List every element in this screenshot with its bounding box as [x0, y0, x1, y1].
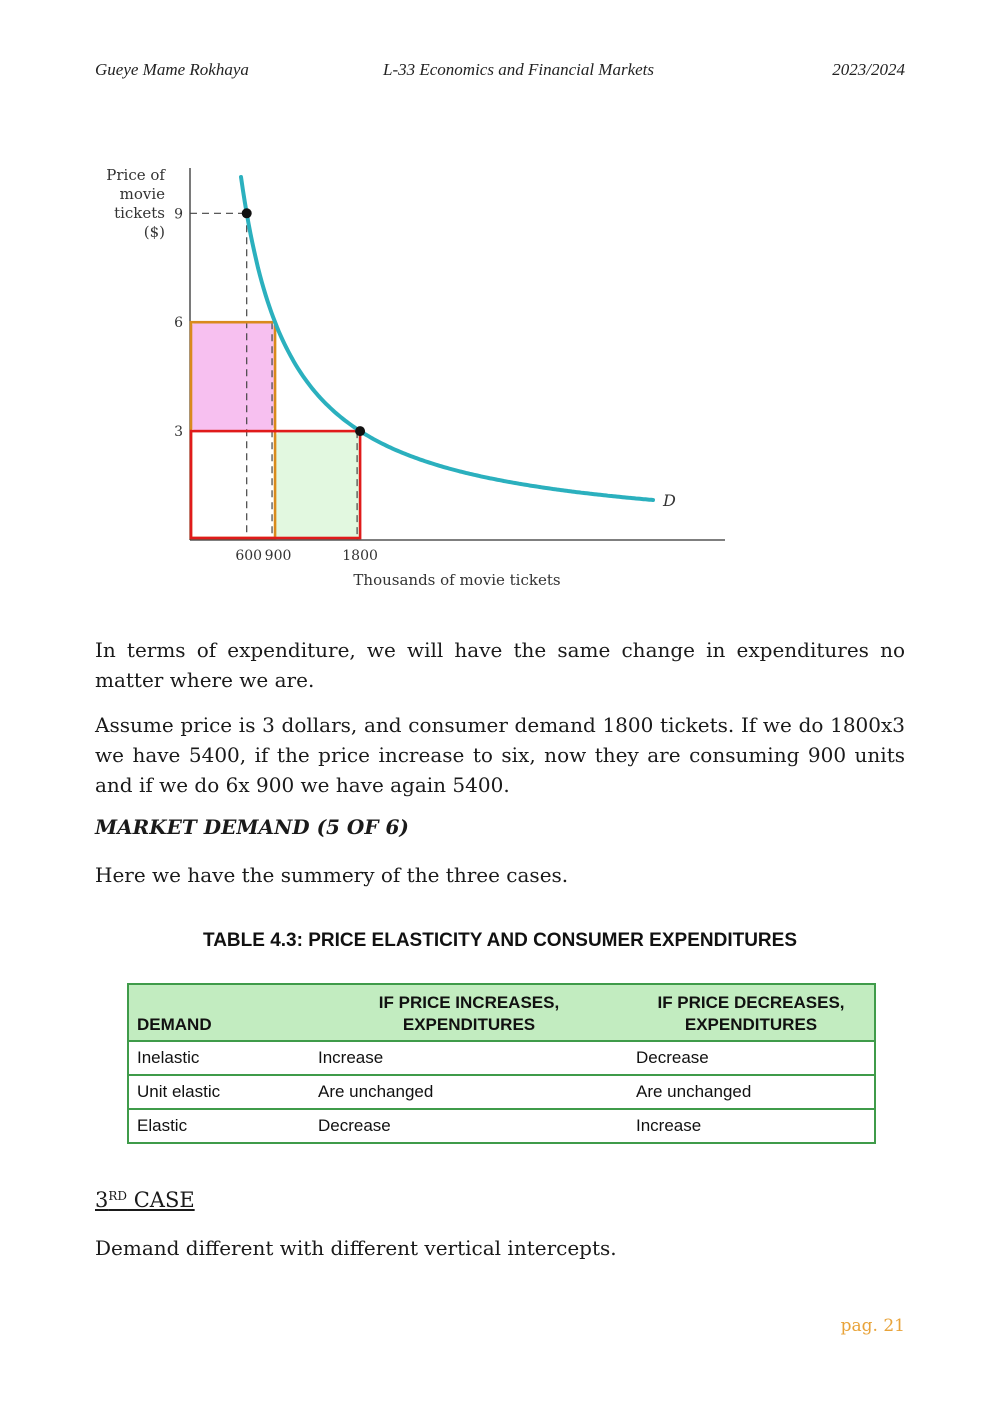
y-axis-label: tickets: [114, 204, 165, 222]
data-point-1: [355, 426, 365, 436]
table-row: [128, 1041, 875, 1075]
table-row: [128, 1109, 875, 1143]
elasticity-table: [127, 983, 876, 1144]
table-row: [128, 1075, 875, 1109]
page-number: pag. 21: [840, 1316, 905, 1336]
paragraph-intercepts: Demand different with different vertical intercepts.: [95, 1236, 617, 1260]
header-price-increases-line1: IF PRICE INCREASES,: [378, 993, 560, 1012]
cell-increase: Are unchanged: [310, 1075, 628, 1109]
table-header-row: [128, 984, 875, 1041]
case-word: CASE: [127, 1188, 195, 1212]
shaded-area-1: [275, 431, 360, 540]
shaded-area-0: [190, 322, 275, 431]
y-axis-label: movie: [119, 185, 165, 203]
header-price-decreases: [628, 984, 875, 1041]
data-point-0: [242, 208, 252, 218]
paragraph-expenditure: In terms of expenditure, we will have the same change in expenditures no matter where we are.: [95, 638, 905, 692]
section-heading: MARKET DEMAND (5 OF 6): [95, 815, 409, 839]
cell-increase: Increase: [310, 1041, 628, 1075]
header-year: 2023/2024: [832, 60, 905, 79]
cell-increase: Decrease: [318, 1116, 391, 1135]
header-price-increases-line2: EXPENDITURES: [402, 1015, 536, 1034]
case-ordinal-suffix: RD: [108, 1189, 128, 1203]
header-course: L-33 Economics and Financial Markets: [383, 60, 655, 79]
x-tick-label: 600: [235, 548, 263, 564]
paragraph-example: Assume price is 3 dollars, and consumer demand 1800 tickets. If we do 1800x3 we have 5400, if the price increase to six, now they are consuming 900 units and if we do 6x 900 we have again 5400.: [95, 713, 905, 797]
page-header: [95, 60, 905, 84]
header-price-increases: [310, 984, 628, 1041]
cell-demand: Elastic: [137, 1116, 188, 1135]
curve-label: D: [663, 490, 676, 510]
paragraph-summary: Here we have the summery of the three cases.: [95, 863, 569, 887]
y-tick-label: 6: [174, 315, 183, 332]
case-number: 3: [95, 1188, 109, 1212]
x-axis-label: Thousands of movie tickets: [353, 571, 561, 589]
cell-decrease: Decrease: [628, 1041, 875, 1075]
y-tick-label: 3: [174, 424, 183, 441]
y-axis-label: Price of: [106, 166, 165, 184]
header-demand: DEMAND: [128, 984, 310, 1041]
demand-chart: [95, 160, 735, 600]
cell-demand: Inelastic: [128, 1041, 310, 1075]
y-axis-label: ($): [143, 223, 165, 241]
cell-demand: Unit elastic: [128, 1075, 310, 1109]
x-tick-label: 1800: [342, 548, 378, 564]
header-price-decreases-line2: EXPENDITURES: [684, 1015, 818, 1034]
cell-decrease: Are unchanged: [628, 1075, 875, 1109]
case-heading: [95, 1188, 195, 1212]
header-price-decreases-line1: IF PRICE DECREASES,: [657, 993, 845, 1012]
y-tick-label: 9: [174, 206, 183, 223]
table-title: TABLE 4.3: PRICE ELASTICITY AND CONSUMER EXPENDITURES: [203, 930, 797, 951]
cell-decrease: Increase: [636, 1116, 702, 1135]
x-tick-label: 900: [264, 548, 292, 564]
header-author: Gueye Mame Rokhaya: [95, 60, 249, 79]
